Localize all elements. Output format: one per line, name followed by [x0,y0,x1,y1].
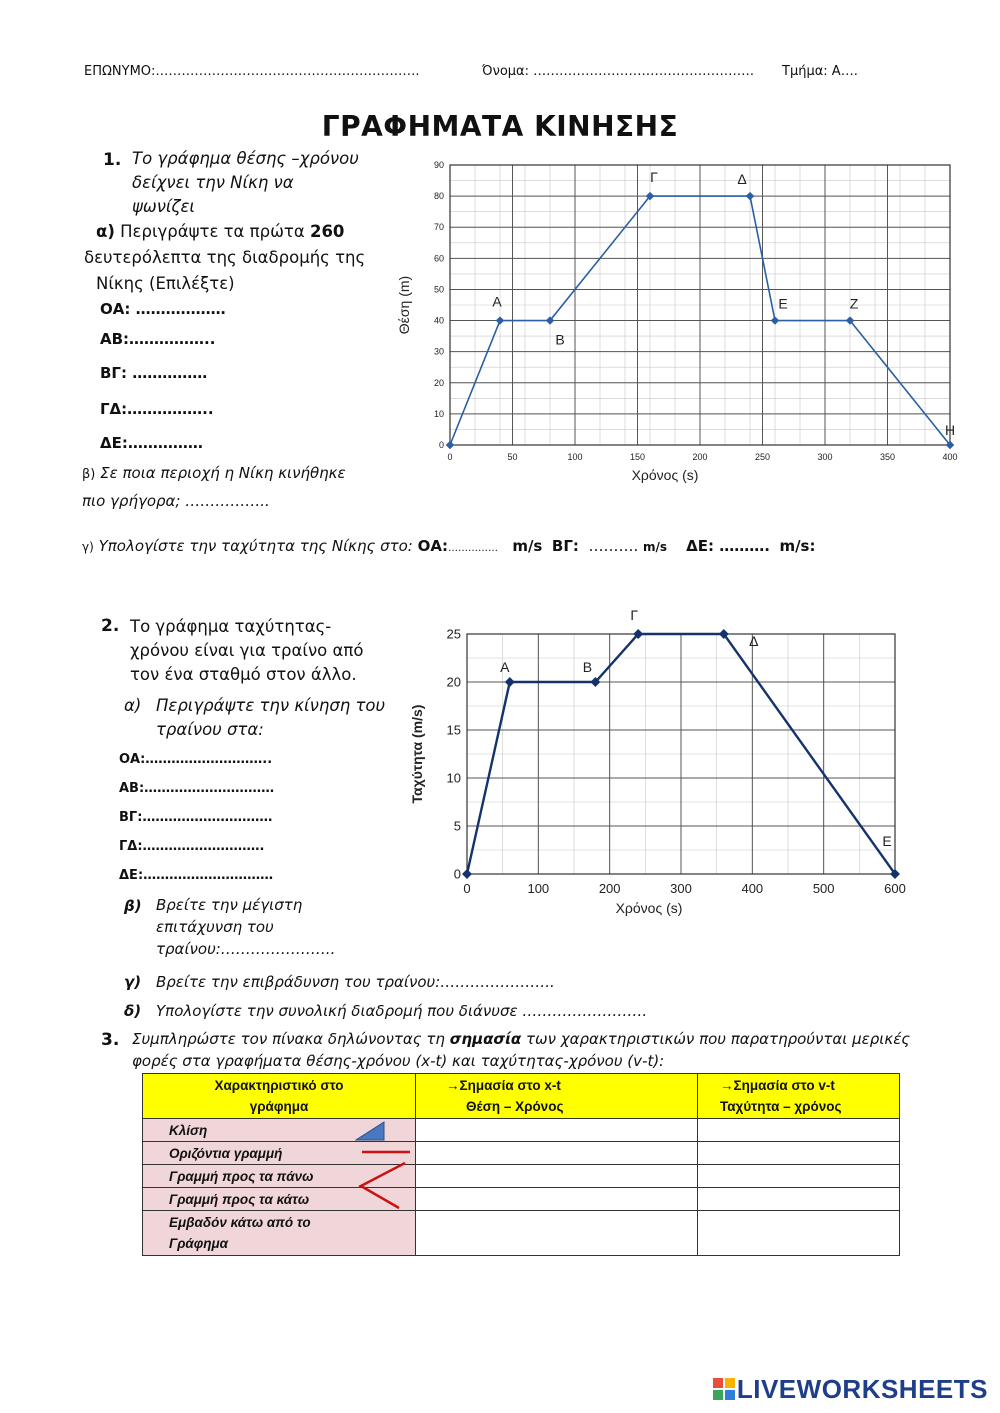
q2-text-2: χρόνου είναι για τραίνο από [130,641,364,660]
y-axis-label: Ταχύτητα (m/s) [409,704,425,804]
q1c-de-unit: m/s: [779,537,816,555]
downward-line-icon [359,1184,403,1214]
table-row [143,1119,900,1142]
data-point [496,316,504,324]
header-xt-l1: →Σημασία στο x-t [446,1078,561,1093]
row-label-text-l1: Εμβαδόν κάτω από το [169,1215,311,1230]
name-field: Όνομα: …………………………………………… [482,64,755,79]
x-tick-label: 300 [817,452,833,462]
point-label: Δ [737,171,747,188]
table-row [143,1188,900,1211]
q1-blank-bg[interactable]: ΒΓ: …………… [100,364,208,382]
point-label: Ζ [849,295,859,312]
velocity-time-chart [400,605,920,935]
q2b-text-2: επιτάχυνση του [156,918,274,936]
row-label-text-l2: Γράφημα [169,1236,229,1251]
q1b-text: Σε ποια περιοχή η Νίκη κινήθηκε [100,464,346,482]
y-tick-label: 60 [433,253,444,264]
row-label-text: Κλίση [169,1122,208,1138]
q1c-label: γ) [82,540,94,554]
q1a-label: α) [96,222,115,241]
x-tick-label: 200 [692,452,708,462]
q1-blank-gd[interactable]: ΓΔ:…………….. [100,400,214,418]
q2-blank-ab[interactable]: ΑΒ:………………………… [119,781,275,796]
data-point [771,316,779,324]
table-row [143,1165,900,1188]
answer-cell[interactable] [416,1142,698,1165]
q2a-text-2: τραίνου στα: [156,720,264,739]
q2b-text-1: Βρείτε την μέγιστη [156,896,303,914]
y-tick-label: 20 [446,674,461,690]
y-tick-label: 50 [433,284,444,295]
q2-text-3: τον ένα σταθμό στον άλλο. [130,665,357,684]
q2-text-1: Το γράφημα ταχύτητας- [130,617,332,636]
y-tick-label: 0 [438,440,444,450]
q1c-de[interactable]: ΔΕ: ………. [686,537,770,555]
y-axis-label: Θέση (m) [396,275,412,335]
point-label: Δ [749,633,759,649]
answer-cell[interactable] [698,1211,900,1256]
q1b-line-1 [82,464,346,482]
answer-cell[interactable] [698,1188,900,1211]
y-tick-label: 25 [446,626,461,642]
x-tick-label: 250 [754,452,771,462]
row-label-text: Γραμμή προς τα κάτω [169,1191,310,1207]
q2c-text[interactable]: Βρείτε την επιβράδυνση του τραίνου:………………….. [156,973,555,991]
answer-cell[interactable] [416,1188,698,1211]
brand-logo[interactable] [713,1374,988,1405]
x-tick-label: 100 [567,452,583,462]
q3-text-2: φορές στα γραφήματα θέσης-χρόνου (x-t) και ταχύτητας-χρόνου (v-t): [132,1052,665,1070]
header-vt-l1: →Σημασία στο v-t [720,1078,835,1093]
data-point [505,677,515,687]
point-label: Η [944,422,956,438]
row-label-area [143,1211,416,1256]
data-point [746,192,754,200]
point-label: Γ [650,169,658,186]
q1a-text: Περιγράψτε τα πρώτα [120,222,305,241]
header-vt-l2: Ταχύτητα – χρόνος [720,1099,842,1114]
y-tick-label: 90 [433,160,444,170]
x-tick-label: 350 [879,452,896,462]
q3-text-1 [132,1030,910,1048]
q1c-bg-unit: m/s [643,540,668,554]
x-tick-label: 0 [447,452,453,462]
q3-text-1b: σημασία [449,1030,522,1048]
q3-text-1c: των χαρακτηριστικών που παρατηρούνται μερικές [521,1030,911,1048]
row-label-slope [143,1119,416,1142]
point-label: Α [500,659,510,675]
q1-blank-ab[interactable]: ΑΒ:…………….. [100,330,216,348]
x-tick-label: 500 [812,881,835,896]
q2b-label: β) [124,897,142,915]
y-tick-label: 0 [453,866,461,882]
q1b-label: β) [82,467,96,482]
q1c-text: Υπολογίστε την ταχύτητα της Νίκης στο: [98,537,413,555]
header-cell-xt [416,1074,698,1119]
position-time-chart [395,155,975,500]
q2-blank-de[interactable]: ΔΕ:………………………… [119,868,274,883]
answer-cell[interactable] [698,1119,900,1142]
q2-blank-gd[interactable]: ΓΔ:………………………. [119,839,265,854]
x-tick-label: 150 [629,452,646,462]
liveworksheets-logo-icon [713,1376,735,1398]
answer-cell[interactable] [416,1211,698,1256]
q1c-bg-blank[interactable]: ………. [588,537,639,555]
point-label: Β [582,659,593,675]
q2-blank-oa[interactable]: ΟΑ:……………………….. [119,752,273,767]
x-tick-label: 600 [884,881,906,896]
q2a-label: α) [124,696,142,715]
q1a-number: 260 [309,222,345,241]
x-tick-label: 300 [670,881,692,896]
q1-text-2: δείχνει την Νίκη να [132,173,294,192]
table-row [143,1211,900,1256]
q2-blank-bg[interactable]: ΒΓ:………………………… [119,810,273,825]
q1-text-3: ψωνίζει [132,197,195,216]
answer-cell[interactable] [416,1165,698,1188]
point-label: Ε [778,295,788,312]
y-tick-label: 80 [433,191,444,202]
x-tick-label: 0 [463,881,471,896]
q1c-oa-unit: m/s [512,537,543,555]
row-label-text: Γραμμή προς τα πάνω [169,1168,314,1184]
q1c-oa-blank[interactable]: …………… [448,543,498,554]
data-point [446,441,454,449]
slope-triangle-icon [355,1121,385,1141]
table-row [143,1142,900,1165]
q3-number: 3. [101,1030,120,1050]
row-label-text: Οριζόντια γραμμή [169,1145,283,1161]
q3-text-1a: Συμπληρώστε τον πίνακα δηλώνοντας τη [132,1030,450,1048]
table-header-row [143,1074,900,1119]
point-label: Ε [882,833,892,849]
q1a-line-1 [96,220,344,244]
x-tick-label: 50 [507,452,518,462]
y-tick-label: 10 [433,408,444,419]
x-tick-label: 400 [741,881,764,896]
point-label: Β [555,331,565,348]
point-label: Γ [630,607,639,623]
meaning-table [142,1073,900,1256]
header-cell-feature [143,1074,416,1119]
q2b-text-3[interactable]: τραίνου:………………….. [156,940,336,958]
q2d-text[interactable]: Υπολογίστε την συνολική διαδρομή που διάνυσε ……………………. [156,1002,648,1020]
class-field: Τμήμα: Α…. [782,64,858,79]
point-label: Α [492,293,502,310]
answer-cell[interactable] [698,1142,900,1165]
horizontal-line-icon [361,1144,411,1162]
header-feature-l2: γράφημα [249,1099,309,1114]
q1a-line-3: Νίκης (Επιλέξτε) [96,274,235,293]
q1-blank-de[interactable]: ΔΕ:…………… [100,434,203,452]
y-tick-label: 10 [446,770,461,786]
y-tick-label: 70 [433,222,444,233]
q1c-oa: ΟΑ: [417,537,448,555]
brand-text: LIVEWORKSHEETS [736,1374,988,1404]
row-label-downward [143,1188,416,1211]
answer-cell[interactable] [416,1119,698,1142]
x-tick-label: 400 [942,452,958,462]
q2c-label: γ) [124,973,142,991]
q2a-text-1: Περιγράψτε την κίνηση του [156,696,386,715]
q2d-label: δ) [124,1002,142,1020]
answer-cell[interactable] [698,1165,900,1188]
q1b-line-2[interactable]: πιο γρήγορα; …………….. [82,492,270,510]
x-axis-label: Χρόνος (s) [615,900,683,916]
q1-text-1: Το γράφημα θέσης –χρόνου [132,149,359,168]
y-tick-label: 40 [433,315,444,326]
data-point [462,869,472,879]
surname-field: ΕΠΩΝΥΜΟ:……………………………………………………. [84,64,420,79]
header-cell-vt [698,1074,900,1119]
q1c-bg: ΒΓ: [551,537,579,555]
page-title: ΓΡΑΦΗΜΑΤΑ ΚΙΝΗΣΗΣ [321,110,679,143]
q1a-line-2: δευτερόλεπτα της διαδρομής της [84,248,366,267]
q1c-line [82,537,816,555]
q1-number: 1. [103,150,122,170]
q1-blank-oa[interactable]: ΟΑ: ……………… [100,300,226,318]
q2-number: 2. [101,616,120,636]
x-axis-label: Χρόνος (s) [631,467,699,483]
x-tick-label: 100 [527,881,550,896]
header-feature-l1: Χαρακτηριστικό στο [214,1078,344,1093]
x-tick-label: 200 [598,881,621,896]
y-tick-label: 30 [433,346,444,357]
y-tick-label: 5 [453,818,461,834]
y-tick-label: 20 [433,377,444,388]
header-xt-l2: Θέση – Χρόνος [466,1099,564,1114]
y-tick-label: 15 [446,722,461,738]
